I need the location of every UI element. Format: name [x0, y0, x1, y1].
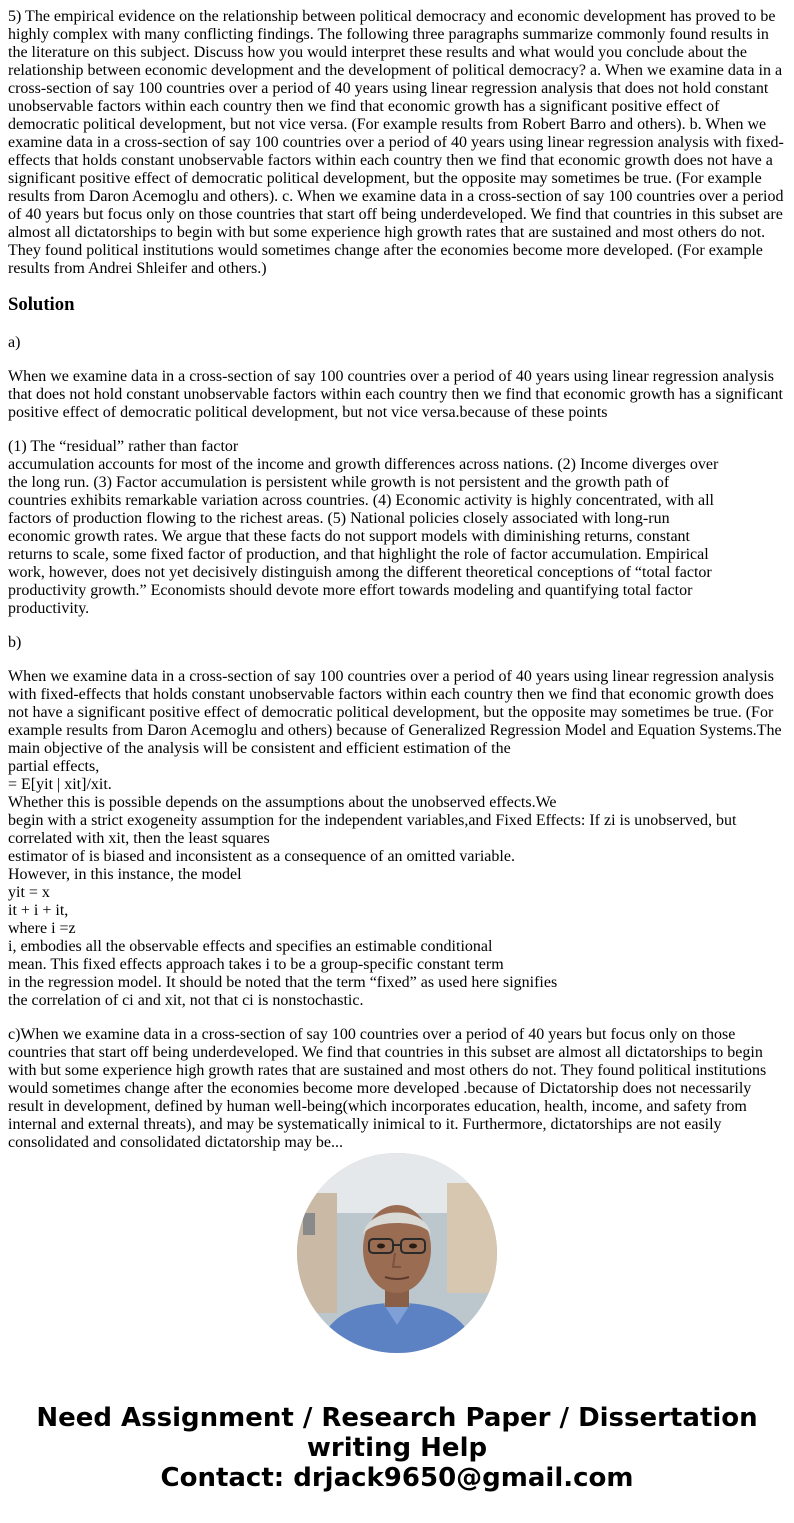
text-line: the correlation of ci and xit, not that ci is nonstochastic.	[8, 992, 364, 1009]
text-line: begin with a strict exogeneity assumption for the independent variables,and Fixed Effects: If zi is unobserved, but correlated with xit, then the least squares	[8, 812, 737, 847]
solution-heading: Solution	[8, 294, 75, 315]
footer-contact-email[interactable]: Contact: drjack9650@gmail.com	[160, 1463, 634, 1493]
footer-line-1: Need Assignment / Research Paper / Dissertation	[36, 1403, 758, 1433]
part-a-intro: When we examine data in a cross-section of say 100 countries over a period of 40 years using linear regression analysis that does not hold constant unobservable factors within each country then we find that economic growth has a significant positive effect of democratic political development, but not vice versa.because of these points	[8, 368, 783, 421]
part-b-label: b)	[8, 634, 22, 651]
text-line: countries exhibits remarkable variation across countries. (4) Economic activity is highly concentrated, with all	[8, 492, 714, 509]
part-b-intro: When we examine data in a cross-section of say 100 countries over a period of 40 years using linear regression analysis with fixed-effects that holds constant unobservable factors within each country then we find that economic growth does not have a significant positive effect of democratic political development, but the opposite may sometimes be true. (For example results from Daron Acemoglu and others) because of Generalized Regression Model and Equation Systems.The main objective of the analysis will be consistent and efficient estimation of the	[8, 668, 782, 757]
part-c-text: c)When we examine data in a cross-section of say 100 countries over a period of 40 years but focus only on those countries that start off being underdeveloped. We find that countries in this subset are almost all dictatorships to begin with but some experience high growth rates that are sustained and most others do not. They found political institutions would sometimes change after the economies become more developed .because of Dictatorship does not necessarily result in development, defined by human well-being(which incorporates education, health, income, and safety from internal and external threats), and may be systematically inimical to it. Furthermore, dictatorships are not easily consolidated and consolidated dictatorship may be...	[8, 1026, 767, 1151]
question-text: 5) The empirical evidence on the relationship between political democracy and economic development has proved to be highly complex with many conflicting findings. The following three paragraphs summarize commonly found results in the literature on this subject. Discuss how you would interpret these results and what would you conclude about the relationship between economic development and the development of political democracy? a. When we examine data in a cross-section of say 100 countries over a period of 40 years using linear regression analysis that does not hold constant unobservable factors within each country then we find that economic growth has a significant positive effect of democratic political development, but not vice versa. (For example results from Robert Barro and others). b. When we examine data in a cross-section of say 100 countries over a period of 40 years using linear regression analysis with fixed-effects that holds constant unobservable factors within each country then we find that economic growth does not have a significant positive effect of democratic political development, but the opposite may sometimes be true. (For example results from Daron Acemoglu and others). c. When we examine data in a cross-section of say 100 countries over a period of 40 years but focus only on those countries that start off being underdeveloped. We find that countries in this subset are almost all dictatorships to begin with but some experience high growth rates that are sustained and most others do not. They found political institutions would sometimes change after the economies become more developed. (For example results from Andrei Shleifer and others.)	[8, 8, 784, 277]
person-photo-icon	[297, 1153, 497, 1353]
text-line: i, embodies all the observable effects and specifies an estimable conditional	[8, 938, 493, 955]
text-line: the long run. (3) Factor accumulation is persistent while growth is not persistent and the growth path of	[8, 474, 670, 491]
text-line: it + i + it,	[8, 902, 69, 919]
text-line: mean. This fixed effects approach takes i to be a group-specific constant term	[8, 956, 504, 973]
text-line: = E[yit | xit]/xit.	[8, 776, 112, 793]
footer-line-2: writing Help	[306, 1433, 488, 1463]
part-b-body	[8, 668, 786, 1010]
text-line: economic growth rates. We argue that these facts do not support models with diminishing returns, constant	[8, 528, 690, 545]
text-line: in the regression model. It should be noted that the term “fixed” as used here signifies	[8, 974, 558, 991]
text-line: yit = x	[8, 884, 50, 901]
author-avatar	[297, 1153, 497, 1353]
text-line: accumulation accounts for most of the income and growth differences across nations. (2) Income diverges over	[8, 456, 719, 473]
content-column	[8, 8, 786, 1151]
text-line: factors of production flowing to the richest areas. (5) National policies closely associated with long-run	[8, 510, 670, 527]
contact-footer	[0, 1403, 794, 1493]
text-line: (1) The “residual” rather than factor	[8, 438, 239, 455]
text-line: Whether this is possible depends on the assumptions about the unobserved effects.We	[8, 794, 557, 811]
text-line: work, however, does not yet decisively distinguish among the different theoretical conceptions of “total factor	[8, 564, 712, 581]
part-a-points	[8, 438, 786, 618]
part-a-label: a)	[8, 334, 21, 351]
text-line: partial effects,	[8, 758, 100, 775]
text-line: returns to scale, some fixed factor of production, and that highlight the role of factor accumulation. Empirical	[8, 546, 709, 563]
text-line: productivity growth.” Economists should devote more effort towards modeling and quantifying total factor	[8, 582, 693, 599]
text-line: productivity.	[8, 600, 90, 617]
text-line: estimator of is biased and inconsistent as a consequence of an omitted variable.	[8, 848, 515, 865]
text-line: where i =z	[8, 920, 76, 937]
text-line: However, in this instance, the model	[8, 866, 242, 883]
